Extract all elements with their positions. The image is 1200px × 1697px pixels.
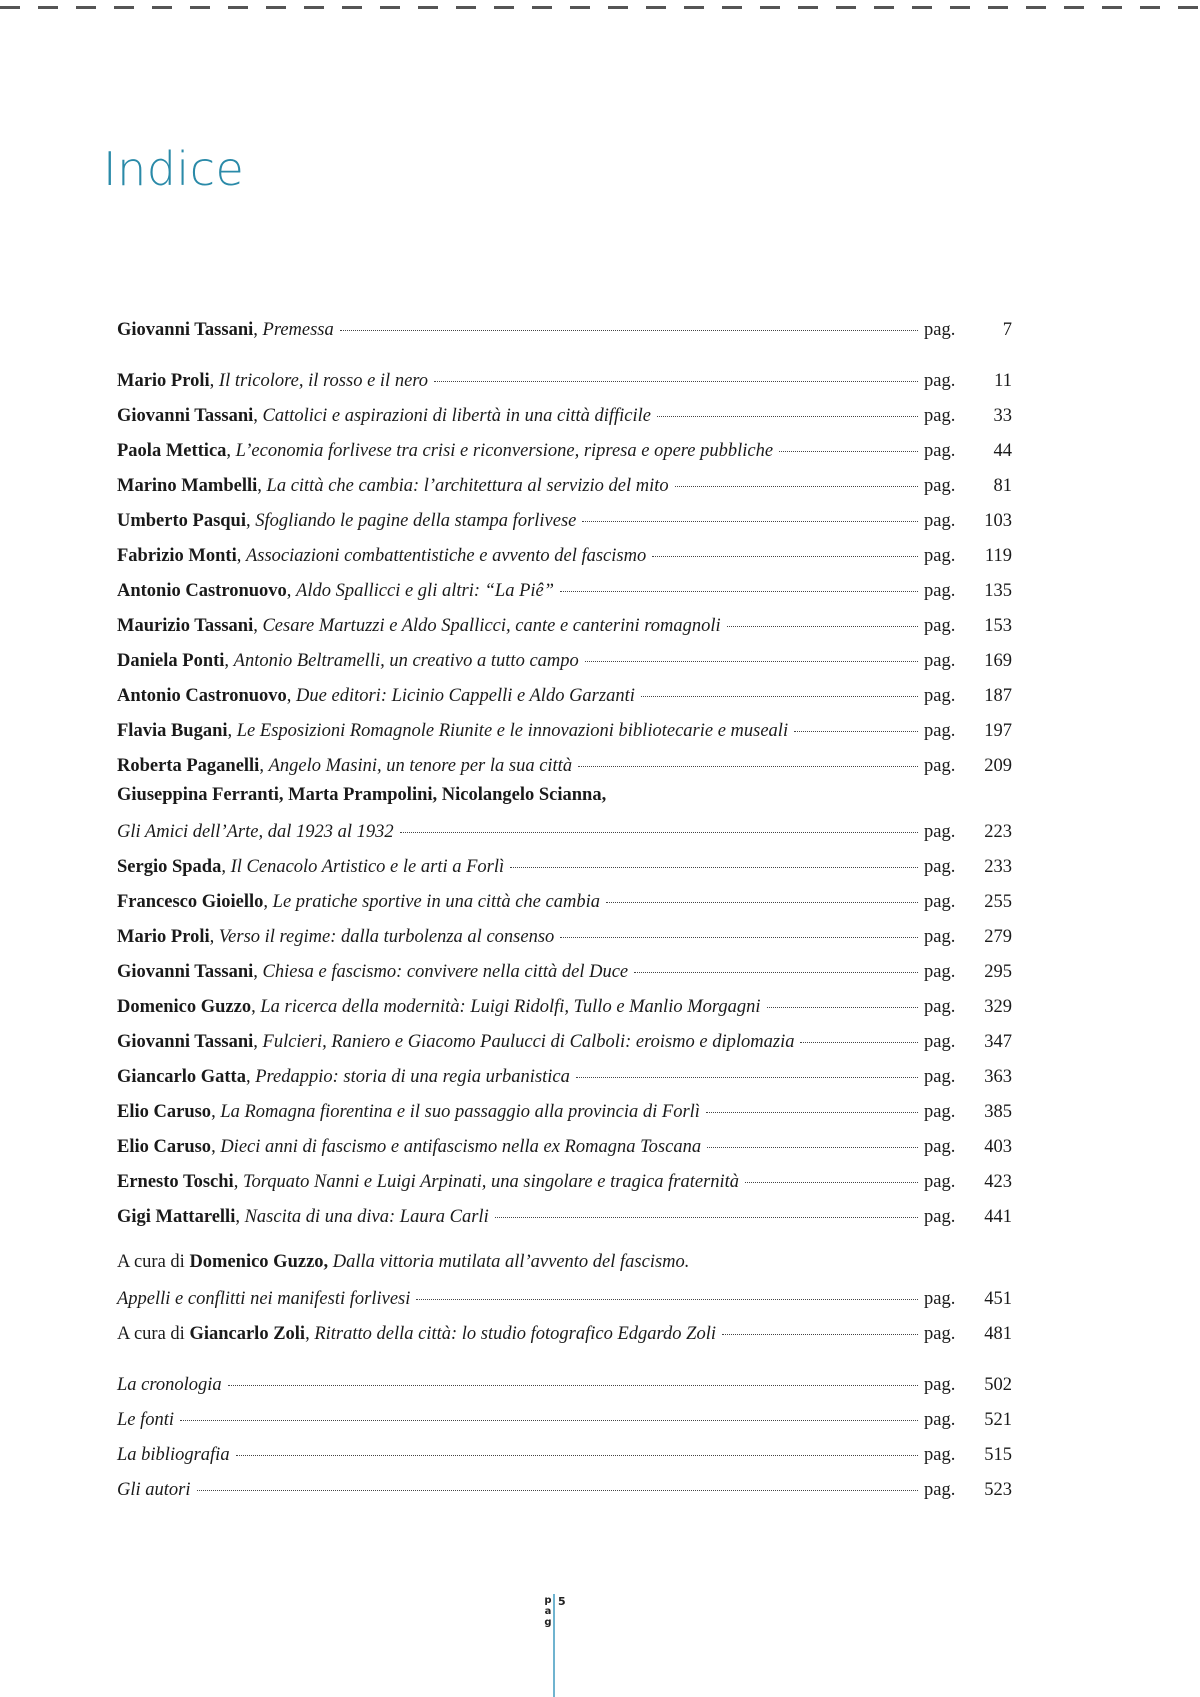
work-title: La ricerca della modernità: Luigi Ridolfi, Tullo e Manlio Morgagni <box>260 997 761 1017</box>
work-title: Cattolici e aspirazioni di libertà in una città difficile <box>262 406 651 426</box>
author-name: Giovanni Tassani <box>117 406 254 426</box>
pag-label: pag. <box>924 581 956 601</box>
pag-label: pag. <box>924 1102 956 1122</box>
separator: , <box>246 511 256 531</box>
toc-entry[interactable] <box>117 365 1012 400</box>
toc-entry-text <box>117 1375 222 1396</box>
work-title: Le pratiche sportive in una città che cambia <box>272 892 600 912</box>
page-number: 153 <box>984 616 1012 636</box>
toc-entry-text <box>117 1324 716 1345</box>
separator: , <box>233 1172 243 1192</box>
work-title: Dieci anni di fascismo e antifascismo nella ex Romagna Toscana <box>220 1137 702 1157</box>
toc-entry[interactable] <box>117 1096 1012 1131</box>
page-number: 523 <box>984 1480 1012 1500</box>
toc-entry-row <box>117 822 1012 843</box>
separator: , <box>245 1067 256 1087</box>
toc-entry-text <box>117 406 651 427</box>
toc-entry-row <box>117 997 1012 1018</box>
work-title: Gli Amici dell’Arte, dal 1923 al 1932 <box>117 822 394 842</box>
page-number: 233 <box>984 857 1012 877</box>
pag-label: pag. <box>924 927 956 947</box>
author-name: Gigi Mattarelli <box>117 1207 236 1227</box>
toc-entry-text <box>117 371 428 392</box>
dot-leader <box>606 902 918 903</box>
pag-label: pag. <box>924 721 956 741</box>
toc-entry[interactable] <box>117 314 1012 349</box>
separator: , <box>221 857 231 877</box>
dot-leader <box>652 556 918 557</box>
toc-entry-row <box>117 1289 1012 1310</box>
dot-leader <box>767 1007 918 1008</box>
toc-entry[interactable] <box>117 400 1012 435</box>
toc-entry-text <box>117 686 635 707</box>
pag-label: pag. <box>924 1067 956 1087</box>
toc-entry-text <box>117 997 761 1018</box>
dot-leader <box>706 1112 918 1113</box>
toc-entry-row <box>117 441 1012 462</box>
toc-entry-text <box>117 1032 794 1053</box>
author-name: Sergio Spada <box>117 857 222 877</box>
pag-label: pag. <box>924 686 956 706</box>
toc-entry[interactable] <box>117 435 1012 470</box>
author-name: Roberta Paganelli <box>117 756 260 776</box>
author-name: Giuseppina Ferranti, Marta Prampolini, Nicolangelo Scianna, <box>117 785 607 805</box>
toc-entry[interactable] <box>117 1474 1012 1509</box>
page-number: 441 <box>984 1207 1012 1227</box>
author-name: Domenico Guzzo, <box>189 1252 329 1272</box>
page-number: 187 <box>984 686 1012 706</box>
toc-entry-row <box>117 406 1012 427</box>
toc-entry-text <box>117 476 669 497</box>
pag-label: pag. <box>924 1137 956 1157</box>
toc-entry-row <box>117 1067 1012 1088</box>
toc-entry[interactable] <box>117 470 1012 505</box>
dot-leader <box>727 626 918 627</box>
pag-label: pag. <box>924 511 956 531</box>
footer-pag-letter: a <box>544 1606 552 1617</box>
page-number: 329 <box>984 997 1012 1017</box>
page-number: 7 <box>1002 320 1012 340</box>
page-number: 363 <box>984 1067 1012 1087</box>
toc-entry-row <box>117 1410 1012 1431</box>
toc-entry-text <box>117 320 334 341</box>
dot-leader <box>779 451 918 452</box>
toc-entry-text <box>117 1102 700 1123</box>
toc-entry[interactable] <box>117 1318 1012 1353</box>
page-number: 279 <box>984 927 1012 947</box>
dot-leader <box>340 330 918 331</box>
separator: , <box>226 441 236 461</box>
pag-label: pag. <box>924 476 956 496</box>
pag-label: pag. <box>924 1410 956 1430</box>
work-title: Aldo Spallicci e gli altri: “La Piê” <box>296 581 555 601</box>
toc-entry-text <box>117 441 773 462</box>
toc-entry-text <box>117 1207 489 1228</box>
author-name: Umberto Pasqui <box>117 511 246 531</box>
toc-entry[interactable] <box>117 1026 1012 1061</box>
dot-leader <box>794 731 918 732</box>
separator: , <box>211 1137 221 1157</box>
page-number: 209 <box>984 756 1012 776</box>
dot-leader <box>510 867 918 868</box>
toc-entry-first-line <box>117 1252 689 1273</box>
page-number: 385 <box>984 1102 1012 1122</box>
pag-label: pag. <box>924 371 956 391</box>
toc-entry[interactable] <box>117 680 1012 715</box>
separator: , <box>209 371 219 391</box>
dot-leader <box>722 1334 918 1335</box>
author-name: Giancarlo Gatta <box>117 1067 246 1087</box>
work-title: La bibliografia <box>117 1445 230 1465</box>
toc-entry-text <box>117 1445 230 1466</box>
toc-entry[interactable] <box>117 1252 1012 1318</box>
toc-entry-text <box>117 1137 701 1158</box>
toc-entry-text <box>117 1289 410 1310</box>
toc-entry-text <box>117 581 554 602</box>
separator: , <box>286 581 297 601</box>
toc-entry-row <box>117 756 1012 777</box>
toc-entry-row <box>117 686 1012 707</box>
toc-entry-row <box>117 651 1012 672</box>
toc-entry-row <box>117 1324 1012 1345</box>
separator: , <box>209 927 219 947</box>
footer-pag-letter: p <box>544 1595 552 1606</box>
author-name: Maurizio Tassani <box>117 616 254 636</box>
page-number: 295 <box>984 962 1012 982</box>
pag-label: pag. <box>924 1289 956 1309</box>
toc-entry-text <box>117 822 394 843</box>
toc-entry-text <box>117 511 576 532</box>
toc-entry-row <box>117 371 1012 392</box>
work-title: L’economia forlivese tra crisi e riconversione, ripresa e opere pubbliche <box>235 441 774 461</box>
pag-label: pag. <box>924 1324 956 1344</box>
dot-leader <box>675 486 918 487</box>
page-number: 11 <box>994 371 1012 391</box>
pag-label: pag. <box>924 651 956 671</box>
toc-entry[interactable] <box>117 1369 1012 1404</box>
toc-entry-row <box>117 581 1012 602</box>
dot-leader <box>641 696 918 697</box>
separator: , <box>227 721 237 741</box>
curator-prefix: A cura di <box>117 1324 190 1344</box>
page-number: 255 <box>984 892 1012 912</box>
top-dashed-border <box>0 6 1200 9</box>
separator: , <box>253 616 263 636</box>
pag-label: pag. <box>924 892 956 912</box>
separator: , <box>224 651 234 671</box>
work-title: Due editori: Licinio Cappelli e Aldo Garzanti <box>296 686 635 706</box>
work-title: Cesare Martuzzi e Aldo Spallicci, cante e canterini romagnoli <box>262 616 721 636</box>
toc-entry[interactable] <box>117 1439 1012 1474</box>
work-title: Antonio Beltramelli, un creativo a tutto campo <box>233 651 579 671</box>
toc-entry[interactable] <box>117 1061 1012 1096</box>
pag-label: pag. <box>924 857 956 877</box>
group-spacer <box>117 1236 1012 1252</box>
author-name: Giancarlo Zoli <box>189 1324 306 1344</box>
page-number: 515 <box>984 1445 1012 1465</box>
dot-leader <box>236 1455 918 1456</box>
work-title: Dalla vittoria mutilata all’avvento del fascismo. <box>328 1252 690 1272</box>
dot-leader <box>197 1490 919 1491</box>
work-title: Angelo Masini, un tenore per la sua città <box>268 756 573 776</box>
page-number: 223 <box>984 822 1012 842</box>
author-name: Mario Proli <box>117 371 210 391</box>
toc-entry-row <box>117 1102 1012 1123</box>
author-name: Fabrizio Monti <box>117 546 237 566</box>
toc-entry-row <box>117 962 1012 983</box>
author-name: Antonio Castronuovo <box>117 686 287 706</box>
work-title: Torquato Nanni e Luigi Arpinati, una singolare e tragica fraternità <box>242 1172 740 1192</box>
work-title: Chiesa e fascismo: convivere nella città del Duce <box>262 962 629 982</box>
toc-entry-text <box>117 616 721 637</box>
toc-entry[interactable] <box>117 750 1012 785</box>
work-title: Le Esposizioni Romagnole Riunite e le innovazioni bibliotecarie e museali <box>236 721 789 741</box>
toc-entry-row <box>117 320 1012 341</box>
toc-entry-row <box>117 857 1012 878</box>
toc-entry[interactable] <box>117 785 1012 851</box>
separator: , <box>263 892 273 912</box>
toc-entry-row <box>117 616 1012 637</box>
group-spacer <box>117 349 1012 365</box>
work-title: Le fonti <box>117 1410 175 1430</box>
pag-label: pag. <box>924 1172 956 1192</box>
pag-label: pag. <box>924 1375 956 1395</box>
toc-entry[interactable] <box>117 575 1012 610</box>
dot-leader <box>434 381 918 382</box>
page-number: 135 <box>984 581 1012 601</box>
work-title: Predappio: storia di una regia urbanistica <box>255 1067 570 1087</box>
dot-leader <box>578 766 918 767</box>
author-name: Elio Caruso <box>117 1102 212 1122</box>
author-name: Ernesto Toschi <box>117 1172 234 1192</box>
toc-entry-text <box>117 892 600 913</box>
pag-label: pag. <box>924 756 956 776</box>
toc-entry[interactable] <box>117 956 1012 991</box>
separator: , <box>286 686 297 706</box>
page-number: 423 <box>984 1172 1012 1192</box>
footer-pag-letter: g <box>544 1617 552 1628</box>
page-number: 119 <box>984 546 1012 566</box>
toc-entry-row <box>117 721 1012 742</box>
separator: , <box>257 476 267 496</box>
work-title: Ritratto della città: lo studio fotografico Edgardo Zoli <box>314 1324 717 1344</box>
toc-entry-row <box>117 1137 1012 1158</box>
pag-label: pag. <box>924 546 956 566</box>
work-title: Appelli e conflitti nei manifesti forlivesi <box>117 1289 411 1309</box>
toc-entry[interactable] <box>117 921 1012 956</box>
separator: , <box>236 546 246 566</box>
toc-entry[interactable] <box>117 1166 1012 1201</box>
separator: , <box>253 962 263 982</box>
separator: , <box>259 756 269 776</box>
work-title: Sfogliando le pagine della stampa forlivese <box>255 511 577 531</box>
page-number: 169 <box>984 651 1012 671</box>
work-title: Premessa <box>262 320 334 340</box>
dot-leader <box>800 1042 918 1043</box>
dot-leader <box>180 1420 918 1421</box>
work-title: La Romagna fiorentina e il suo passaggio alla provincia di Forlì <box>220 1102 700 1122</box>
author-name: Paola Mettica <box>117 441 227 461</box>
dot-leader <box>576 1077 918 1078</box>
dot-leader <box>585 661 918 662</box>
toc-entry-row <box>117 1207 1012 1228</box>
page-number: 197 <box>984 721 1012 741</box>
dot-leader <box>560 591 918 592</box>
author-name: Daniela Ponti <box>117 651 225 671</box>
work-title: Verso il regime: dalla turbolenza al consenso <box>218 927 555 947</box>
pag-label: pag. <box>924 1032 956 1052</box>
toc-entry-text <box>117 1410 174 1431</box>
pag-label: pag. <box>924 1445 956 1465</box>
dot-leader <box>745 1182 918 1183</box>
dot-leader <box>560 937 918 938</box>
work-title: La cronologia <box>117 1375 222 1395</box>
group-spacer <box>117 1353 1012 1369</box>
pag-label: pag. <box>924 320 956 340</box>
page-number: 44 <box>993 441 1012 461</box>
separator: , <box>253 406 263 426</box>
toc-entry-text <box>117 1480 191 1501</box>
author-name: Giovanni Tassani <box>117 320 254 340</box>
pag-label: pag. <box>924 1480 956 1500</box>
toc-entry-text <box>117 721 788 742</box>
footer-page-number: 5 <box>558 1595 566 1608</box>
toc-entry-text <box>117 756 572 777</box>
author-name: Giovanni Tassani <box>117 962 254 982</box>
dot-leader <box>634 972 918 973</box>
toc-entry[interactable] <box>117 645 1012 680</box>
toc-entry[interactable] <box>117 715 1012 750</box>
work-title: Fulcieri, Raniero e Giacomo Paulucci di Calboli: eroismo e diplomazia <box>262 1032 795 1052</box>
page-number: 403 <box>984 1137 1012 1157</box>
separator: , <box>235 1207 245 1227</box>
author-name: Elio Caruso <box>117 1137 212 1157</box>
toc-entry-row <box>117 1375 1012 1396</box>
toc-entry-row <box>117 1445 1012 1466</box>
toc-entry-text <box>117 962 628 983</box>
author-name: Antonio Castronuovo <box>117 581 287 601</box>
author-name: Flavia Bugani <box>117 721 228 741</box>
page-title: Indice <box>103 142 245 196</box>
pag-label: pag. <box>924 962 956 982</box>
work-title: Nascita di una diva: Laura Carli <box>244 1207 489 1227</box>
page-number: 347 <box>984 1032 1012 1052</box>
page-number: 502 <box>984 1375 1012 1395</box>
author-name: Domenico Guzzo <box>117 997 252 1017</box>
page-number: 33 <box>993 406 1012 426</box>
dot-leader <box>495 1217 918 1218</box>
toc-entry-row <box>117 511 1012 532</box>
toc-entry-text <box>117 1172 739 1193</box>
pag-label: pag. <box>924 406 956 426</box>
page-number: 103 <box>984 511 1012 531</box>
table-of-contents <box>117 314 1012 1509</box>
toc-entry-first-line <box>117 785 606 806</box>
dot-leader <box>228 1385 918 1386</box>
toc-entry[interactable] <box>117 505 1012 540</box>
separator: , <box>253 320 263 340</box>
toc-entry-row <box>117 892 1012 913</box>
toc-entry-text <box>117 651 579 672</box>
page-number: 481 <box>984 1324 1012 1344</box>
separator: , <box>305 1324 315 1344</box>
work-title: Il tricolore, il rosso e il nero <box>218 371 429 391</box>
toc-entry[interactable] <box>117 1131 1012 1166</box>
page-number: 81 <box>993 476 1012 496</box>
page-number: 451 <box>984 1289 1012 1309</box>
author-name: Marino Mambelli <box>117 476 258 496</box>
toc-entry[interactable] <box>117 851 1012 886</box>
author-name: Mario Proli <box>117 927 210 947</box>
work-title: Il Cenacolo Artistico e le arti a Forlì <box>230 857 505 877</box>
dot-leader <box>582 521 918 522</box>
toc-entry-row <box>117 546 1012 567</box>
separator: , <box>211 1102 221 1122</box>
toc-entry[interactable] <box>117 540 1012 575</box>
toc-entry-row <box>117 476 1012 497</box>
pag-label: pag. <box>924 822 956 842</box>
dot-leader <box>416 1299 918 1300</box>
toc-entry[interactable] <box>117 610 1012 645</box>
pag-label: pag. <box>924 997 956 1017</box>
page-number: 521 <box>984 1410 1012 1430</box>
toc-entry-text <box>117 857 504 878</box>
footer-rule <box>553 1594 555 1697</box>
pag-label: pag. <box>924 616 956 636</box>
toc-entry-text <box>117 546 646 567</box>
work-title: La città che cambia: l’architettura al servizio del mito <box>266 476 669 496</box>
work-title: Associazioni combattentistiche e avvento del fascismo <box>245 546 647 566</box>
dot-leader <box>657 416 918 417</box>
toc-entry[interactable] <box>117 1201 1012 1236</box>
curator-prefix: A cura di <box>117 1252 190 1272</box>
dot-leader <box>707 1147 918 1148</box>
toc-entry-row <box>117 1480 1012 1501</box>
toc-entry-text <box>117 927 554 948</box>
toc-entry[interactable] <box>117 886 1012 921</box>
toc-entry[interactable] <box>117 991 1012 1026</box>
pag-label: pag. <box>924 441 956 461</box>
work-title: Gli autori <box>117 1480 191 1500</box>
toc-entry-row <box>117 1172 1012 1193</box>
toc-entry-row <box>117 1032 1012 1053</box>
pag-label: pag. <box>924 1207 956 1227</box>
toc-entry-text <box>117 1067 570 1088</box>
separator: , <box>253 1032 263 1052</box>
toc-entry[interactable] <box>117 1404 1012 1439</box>
footer-pag-label <box>543 1595 553 1628</box>
toc-entry-row <box>117 927 1012 948</box>
author-name: Francesco Gioiello <box>117 892 264 912</box>
author-name: Giovanni Tassani <box>117 1032 254 1052</box>
separator: , <box>251 997 261 1017</box>
dot-leader <box>400 832 918 833</box>
